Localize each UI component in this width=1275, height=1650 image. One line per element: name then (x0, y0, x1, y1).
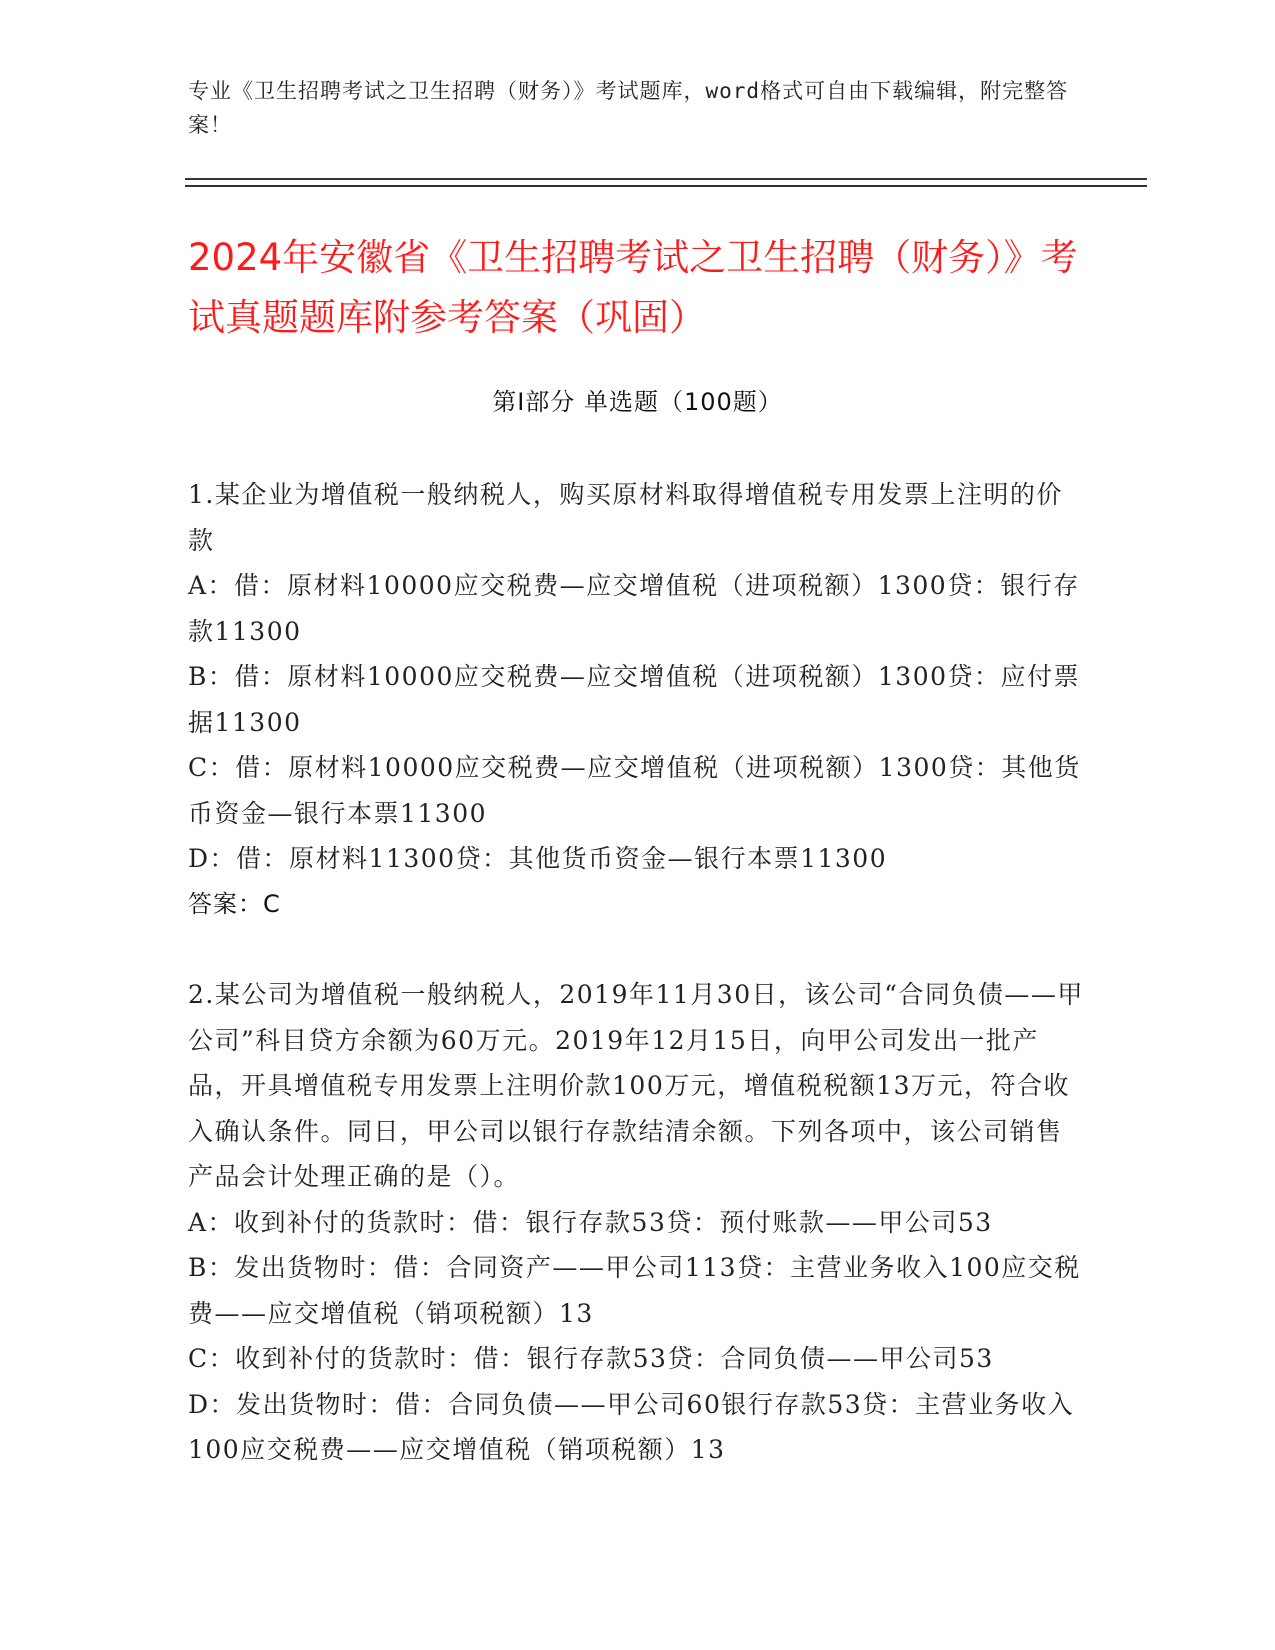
question-stem: 1.某企业为增值税一般纳税人，购买原材料取得增值税专用发票上注明的价款 (188, 480, 1063, 555)
question-stem: 2.某公司为增值税一般纳税人，2019年11月30日，该公司“合同负债——甲公司”科目贷方余额为60万元。2019年12月15日，向甲公司发出一批产品，开具增值税专用发票上注明价款100万元，增值税税额13万元，符合收入确认条件。同日，甲公司以银行存款结清余额。下列各项中，该公司销售产品会计处理正确的是（）。 (188, 980, 1084, 1191)
question-block (188, 472, 1088, 927)
option-c: C：收到补付的货款时：借：银行存款53贷：合同负债——甲公司53 (188, 1344, 994, 1373)
option-a: A：借：原材料10000应交税费—应交增值税（进项税额）1300贷：银行存款11300 (188, 571, 1080, 646)
option-c: C：借：原材料10000应交税费—应交增值税（进项税额）1300贷：其他货币资金—银行本票11300 (188, 753, 1081, 828)
answer-text: 答案：C (188, 889, 281, 918)
option-b: B：发出货物时：借：合同资产——甲公司113贷：主营业务收入100应交税费——应交增值税（销项税额）13 (188, 1253, 1081, 1328)
header-note: 专业《卫生招聘考试之卫生招聘（财务）》考试题库，word格式可自由下载编辑，附完整答案！ (188, 79, 1069, 137)
option-a: A：收到补付的货款时：借：银行存款53贷：预付账款——甲公司53 (188, 1207, 993, 1237)
option-b: B：借：原材料10000应交税费—应交增值税（进项税额）1300贷：应付票据11300 (188, 662, 1081, 737)
option-d: D：借：原材料11300贷：其他货币资金—银行本票11300 (188, 844, 888, 873)
document-title: 2024年安徽省《卫生招聘考试之卫生招聘（财务）》考试真题题库附参考答案（巩固） (188, 236, 1078, 339)
option-d: D：发出货物时：借：合同负债——甲公司60银行存款53贷：主营业务收入100应交税费——应交增值税（销项税额）13 (188, 1389, 1075, 1464)
header-divider-top (185, 178, 1147, 180)
header-divider-bottom (185, 185, 1147, 187)
section-heading: 第I部分 单选题（100题） (492, 388, 783, 416)
question-block (188, 972, 1088, 1473)
